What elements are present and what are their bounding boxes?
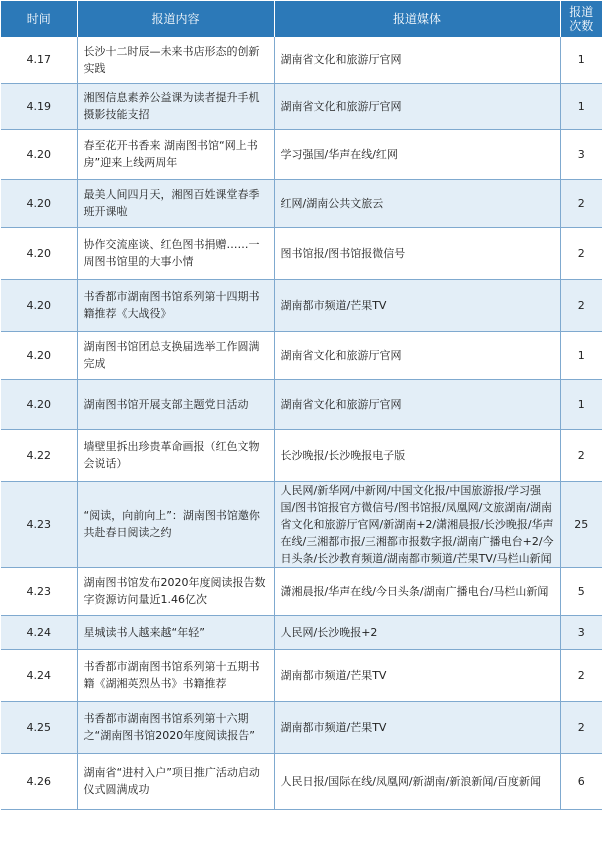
row-media: 人民日报/国际在线/凤凰网/新湖南/新浪新闻/百度新闻 [274,753,560,809]
row-time: 4.25 [1,701,77,753]
row-count: 3 [560,129,602,179]
row-count: 6 [560,753,602,809]
row-count: 2 [560,649,602,701]
row-content: 春至花开书香来 湖南图书馆“网上书房”迎来上线两周年 [77,129,274,179]
row-time: 4.20 [1,379,77,429]
table-row [1,429,602,481]
table-row [1,649,602,701]
row-media: 湖南都市频道/芒果TV [274,649,560,701]
row-content: 最美人间四月天，湘图百姓课堂春季班开课啦 [77,179,274,227]
row-time: 4.23 [1,481,77,567]
header-count [560,1,602,37]
row-media: 人民网/新华网/中新网/中国文化报/中国旅游报/学习强国/图书馆报官方微信号/图书馆报/凤凰网/文旅湖南/湖南省文化和旅游厅官网/新湖南+2/潇湘晨报/长沙晚报/华声在线/三湘都市报/三湘都市报数字报/湖南广播电台+2/今日头条/长沙教育频道/湖南都市频道/芒果TV/马栏山新闻 [274,481,560,567]
row-content: 协作交流座谈、红色图书捐赠……一周图书馆里的大事小情 [77,227,274,279]
row-time: 4.19 [1,83,77,129]
row-time: 4.23 [1,567,77,615]
row-content: 湖南图书馆开展支部主题党日活动 [77,379,274,429]
row-media: 人民网/长沙晚报+2 [274,615,560,649]
row-count: 2 [560,429,602,481]
row-content: 湘图信息素养公益课为读者提升手机摄影技能支招 [77,83,274,129]
row-count: 1 [560,331,602,379]
row-time: 4.20 [1,129,77,179]
table-row [1,615,602,649]
row-count: 2 [560,279,602,331]
row-count: 1 [560,37,602,83]
table-row [1,37,602,83]
row-content: “阅读，向前向上”：湖南图书馆邀你共赴春日阅读之约 [77,481,274,567]
row-time: 4.24 [1,615,77,649]
row-media: 学习强国/华声在线/红网 [274,129,560,179]
row-media: 湖南省文化和旅游厅官网 [274,83,560,129]
row-time: 4.20 [1,331,77,379]
row-media: 湖南都市频道/芒果TV [274,279,560,331]
row-count: 5 [560,567,602,615]
table-row [1,227,602,279]
row-time: 4.24 [1,649,77,701]
header-content: 报道内容 [77,1,274,37]
row-content: 书香都市湖南图书馆系列第十五期书籍《湖湘英烈丛书》书籍推荐 [77,649,274,701]
table-body [1,37,602,809]
table-row [1,481,602,567]
row-media: 湖南省文化和旅游厅官网 [274,331,560,379]
table-row [1,701,602,753]
row-content: 星城读书人越来越“年轻” [77,615,274,649]
header-count-line2: 次数 [569,19,594,33]
row-content: 湖南图书馆团总支换届选举工作圆满完成 [77,331,274,379]
row-count: 2 [560,701,602,753]
row-time: 4.20 [1,179,77,227]
row-content: 书香都市湖南图书馆系列第十四期书籍推荐《大战役》 [77,279,274,331]
row-count: 1 [560,379,602,429]
table-header [1,1,602,37]
row-content: 湖南图书馆发布2020年度阅读报告数字资源访问量近1.46亿次 [77,567,274,615]
row-count: 3 [560,615,602,649]
row-time: 4.20 [1,227,77,279]
row-media: 红网/湖南公共文旅云 [274,179,560,227]
table-row [1,567,602,615]
row-content: 墙壁里拆出珍贵革命画报（红色文物会说话） [77,429,274,481]
header-count-line1: 报道 [569,5,594,19]
row-content: 书香都市湖南图书馆系列第十六期之“湖南图书馆2020年度阅读报告” [77,701,274,753]
table-row [1,331,602,379]
row-media: 湖南省文化和旅游厅官网 [274,379,560,429]
row-time: 4.26 [1,753,77,809]
row-media: 长沙晚报/长沙晚报电子版 [274,429,560,481]
row-media: 图书馆报/图书馆报微信号 [274,227,560,279]
row-count: 25 [560,481,602,567]
row-media: 湖南都市频道/芒果TV [274,701,560,753]
row-time: 4.22 [1,429,77,481]
table-row [1,379,602,429]
row-media: 潇湘晨报/华声在线/今日头条/湖南广播电台/马栏山新闻 [274,567,560,615]
header-media: 报道媒体 [274,1,560,37]
row-time: 4.17 [1,37,77,83]
table-row [1,179,602,227]
row-count: 2 [560,179,602,227]
row-content: 长沙十二时辰—未来书店形态的创新实践 [77,37,274,83]
row-count: 2 [560,227,602,279]
header-time: 时间 [1,1,77,37]
row-media: 湖南省文化和旅游厅官网 [274,37,560,83]
row-time: 4.20 [1,279,77,331]
table-row [1,83,602,129]
table-row [1,753,602,809]
media-report-table [1,1,602,810]
row-count: 1 [560,83,602,129]
row-content: 湖南省“进村入户”项目推广活动启动仪式圆满成功 [77,753,274,809]
table-row [1,129,602,179]
table-row [1,279,602,331]
